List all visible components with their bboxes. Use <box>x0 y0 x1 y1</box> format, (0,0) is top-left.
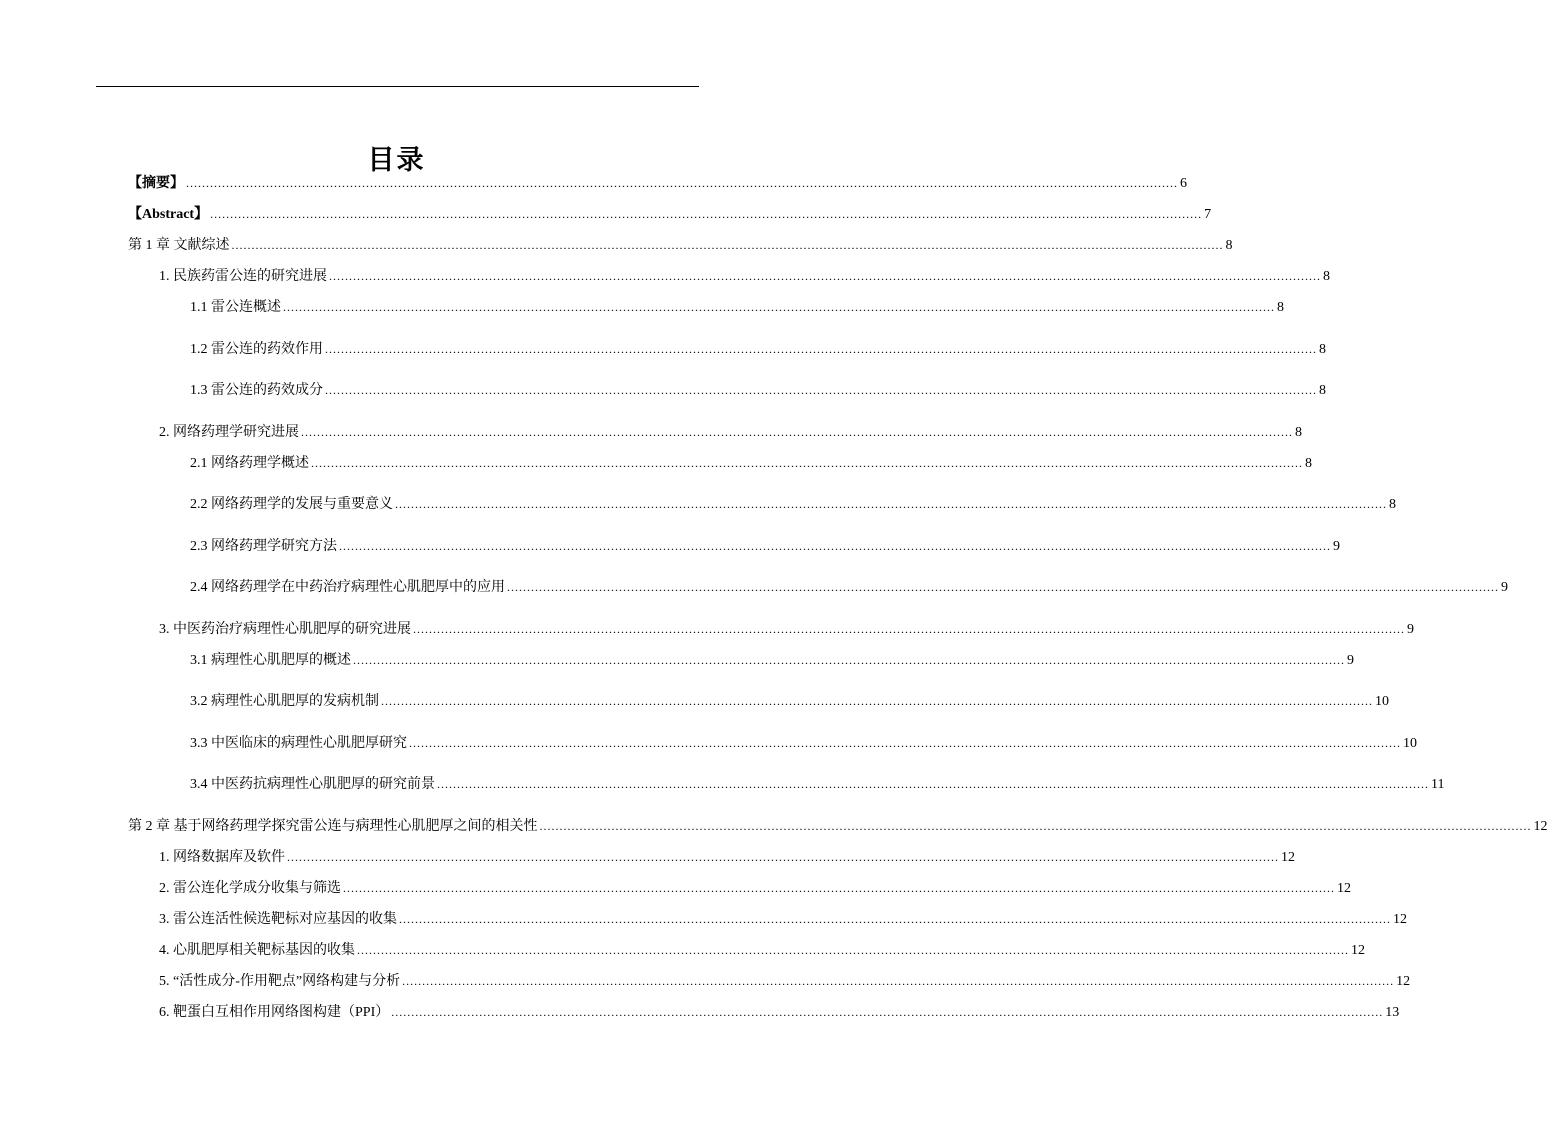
toc-leader-dots: ........................................................................................................................................................................................................................................................ <box>402 974 1395 988</box>
toc-entry-label: 第 1 章 文献综述 <box>128 238 230 253</box>
toc-entry-chapter-1[interactable] <box>128 235 1233 255</box>
toc-entry-page: 6 <box>1180 176 1187 191</box>
toc-entry-label: 1.2 雷公连的药效作用 <box>190 342 323 357</box>
toc-leader-dots: ........................................................................................................................................................................................................................................................ <box>231 238 1224 252</box>
toc-entry-label: 4. 心肌肥厚相关靶标基因的收集 <box>159 943 355 958</box>
toc-entry-label: 1. 网络数据库及软件 <box>159 850 285 865</box>
toc-entry-ch2-section-6[interactable] <box>159 1002 1400 1022</box>
toc-leader-dots: ........................................................................................................................................................................................................................................................ <box>210 207 1203 221</box>
toc-leader-dots: ........................................................................................................................................................................................................................................................ <box>539 819 1532 833</box>
toc-leader-dots: ........................................................................................................................................................................................................................................................ <box>399 912 1391 926</box>
toc-entry-page: 8 <box>1319 342 1326 357</box>
toc-entry-section-2-3[interactable] <box>190 536 1340 556</box>
toc-entry-page: 10 <box>1403 736 1417 751</box>
toc-entry-label: 3.4 中医药抗病理性心肌肥厚的研究前景 <box>190 777 435 792</box>
toc-entry-section-3-3[interactable] <box>190 733 1417 753</box>
toc-entry-label: 2. 雷公连化学成分收集与筛选 <box>159 881 341 896</box>
toc-entry-page: 8 <box>1323 269 1330 284</box>
toc-entry-section-3[interactable] <box>159 619 1414 639</box>
toc-leader-dots: ........................................................................................................................................................................................................................................................ <box>507 580 1499 594</box>
toc-leader-dots: ........................................................................................................................................................................................................................................................ <box>283 300 1275 314</box>
toc-leader-dots: ........................................................................................................................................................................................................................................................ <box>325 383 1317 397</box>
toc-entry-page: 11 <box>1431 777 1445 792</box>
toc-entry-ch2-section-2[interactable] <box>159 878 1351 898</box>
toc-entry-section-1[interactable] <box>159 266 1330 286</box>
toc-entry-label: 2. 网络药理学研究进展 <box>159 425 299 440</box>
toc-entry-label: 【Abstract】 <box>128 207 209 222</box>
toc-entry-abstract-en[interactable] <box>128 204 1212 224</box>
toc-entry-section-2-1[interactable] <box>190 453 1312 473</box>
toc-entry-label: 2.2 网络药理学的发展与重要意义 <box>190 497 393 512</box>
toc-entry-page: 12 <box>1393 912 1407 927</box>
toc-leader-dots: ........................................................................................................................................................................................................................................................ <box>301 425 1293 439</box>
toc-entry-label: 1. 民族药雷公连的研究进展 <box>159 269 327 284</box>
toc-entry-label: 2.1 网络药理学概述 <box>190 456 309 471</box>
toc-leader-dots: ........................................................................................................................................................................................................................................................ <box>329 269 1321 283</box>
toc-entry-section-1-2[interactable] <box>190 339 1326 359</box>
toc-entry-label: 1.1 雷公连概述 <box>190 300 281 315</box>
toc-entry-section-1-3[interactable] <box>190 380 1326 400</box>
toc-leader-dots: ........................................................................................................................................................................................................................................................ <box>343 881 1335 895</box>
toc-entry-page: 12 <box>1533 819 1548 834</box>
toc-leader-dots: ........................................................................................................................................................................................................................................................ <box>311 456 1303 470</box>
toc-entry-page: 9 <box>1347 653 1354 668</box>
toc-entry-label: 5. “活性成分-作用靶点”网络构建与分析 <box>159 974 401 989</box>
toc-entry-section-2-4[interactable] <box>190 577 1508 597</box>
toc-entry-page: 12 <box>1351 943 1365 958</box>
toc-entry-label: 6. 靶蛋白互相作用网络图构建（PPI） <box>159 1005 390 1020</box>
toc-entry-label: 3.3 中医临床的病理性心肌肥厚研究 <box>190 736 407 751</box>
toc-entry-page: 8 <box>1295 425 1302 440</box>
toc-entry-page: 9 <box>1501 580 1508 595</box>
toc-entry-label: 2.3 网络药理学研究方法 <box>190 539 337 554</box>
toc-entry-page: 8 <box>1225 238 1233 253</box>
toc-entry-section-3-4[interactable] <box>190 774 1445 794</box>
toc-leader-dots: ........................................................................................................................................................................................................................................................ <box>413 622 1405 636</box>
toc-entry-label: 【摘要】 <box>128 176 184 191</box>
toc-leader-dots: ........................................................................................................................................................................................................................................................ <box>437 777 1429 791</box>
toc-entry-ch2-section-3[interactable] <box>159 909 1407 929</box>
toc-entry-ch2-section-5[interactable] <box>159 971 1411 991</box>
toc-entry-section-1-1[interactable] <box>190 297 1284 317</box>
toc-leader-dots: ........................................................................................................................................................................................................................................................ <box>186 176 1178 190</box>
toc-entry-label: 3. 中医药治疗病理性心肌肥厚的研究进展 <box>159 622 411 637</box>
toc-entry-page: 12 <box>1337 881 1351 896</box>
toc-leader-dots: ........................................................................................................................................................................................................................................................ <box>381 694 1373 708</box>
toc-entry-page: 7 <box>1204 207 1212 222</box>
toc-entry-label: 1.3 雷公连的药效成分 <box>190 383 323 398</box>
toc-leader-dots: ........................................................................................................................................................................................................................................................ <box>287 850 1279 864</box>
toc-leader-dots: ........................................................................................................................................................................................................................................................ <box>395 497 1387 511</box>
toc-entry-ch2-section-1[interactable] <box>159 847 1295 867</box>
page-title: 目录 <box>367 145 426 175</box>
toc-entry-page: 9 <box>1333 539 1340 554</box>
toc-entry-page: 13 <box>1385 1005 1400 1020</box>
toc-entry-page: 12 <box>1396 974 1411 989</box>
toc-entry-label: 3.2 病理性心肌肥厚的发病机制 <box>190 694 379 709</box>
toc-leader-dots: ........................................................................................................................................................................................................................................................ <box>339 539 1331 553</box>
toc-leader-dots: ........................................................................................................................................................................................................................................................ <box>325 342 1317 356</box>
toc-entry-chapter-2[interactable] <box>128 816 1548 836</box>
toc-leader-dots: ........................................................................................................................................................................................................................................................ <box>357 943 1349 957</box>
toc-entry-label: 第 2 章 基于网络药理学探究雷公连与病理性心肌肥厚之间的相关性 <box>128 819 538 834</box>
toc-leader-dots: ........................................................................................................................................................................................................................................................ <box>409 736 1401 750</box>
toc-entry-page: 10 <box>1375 694 1389 709</box>
toc-entry-section-2[interactable] <box>159 422 1302 442</box>
toc-entry-ch2-section-4[interactable] <box>159 940 1365 960</box>
toc-entry-page: 8 <box>1389 497 1396 512</box>
toc-entry-label: 3.1 病理性心肌肥厚的概述 <box>190 653 351 668</box>
toc-entry-section-3-2[interactable] <box>190 691 1389 711</box>
header-rule <box>96 86 699 87</box>
toc-entry-label: 3. 雷公连活性候选靶标对应基因的收集 <box>159 912 397 927</box>
toc-entry-page: 12 <box>1281 850 1295 865</box>
toc-leader-dots: ........................................................................................................................................................................................................................................................ <box>353 653 1345 667</box>
toc-entry-page: 8 <box>1277 300 1284 315</box>
toc-entry-page: 9 <box>1407 622 1414 637</box>
toc-entry-section-2-2[interactable] <box>190 494 1396 514</box>
toc-leader-dots: ........................................................................................................................................................................................................................................................ <box>391 1005 1384 1019</box>
toc-entry-section-3-1[interactable] <box>190 650 1354 670</box>
toc-entry-page: 8 <box>1305 456 1312 471</box>
toc-entry-label: 2.4 网络药理学在中药治疗病理性心肌肥厚中的应用 <box>190 580 505 595</box>
toc-entry-page: 8 <box>1319 383 1326 398</box>
toc-entry-abstract-cn[interactable] <box>128 173 1187 193</box>
